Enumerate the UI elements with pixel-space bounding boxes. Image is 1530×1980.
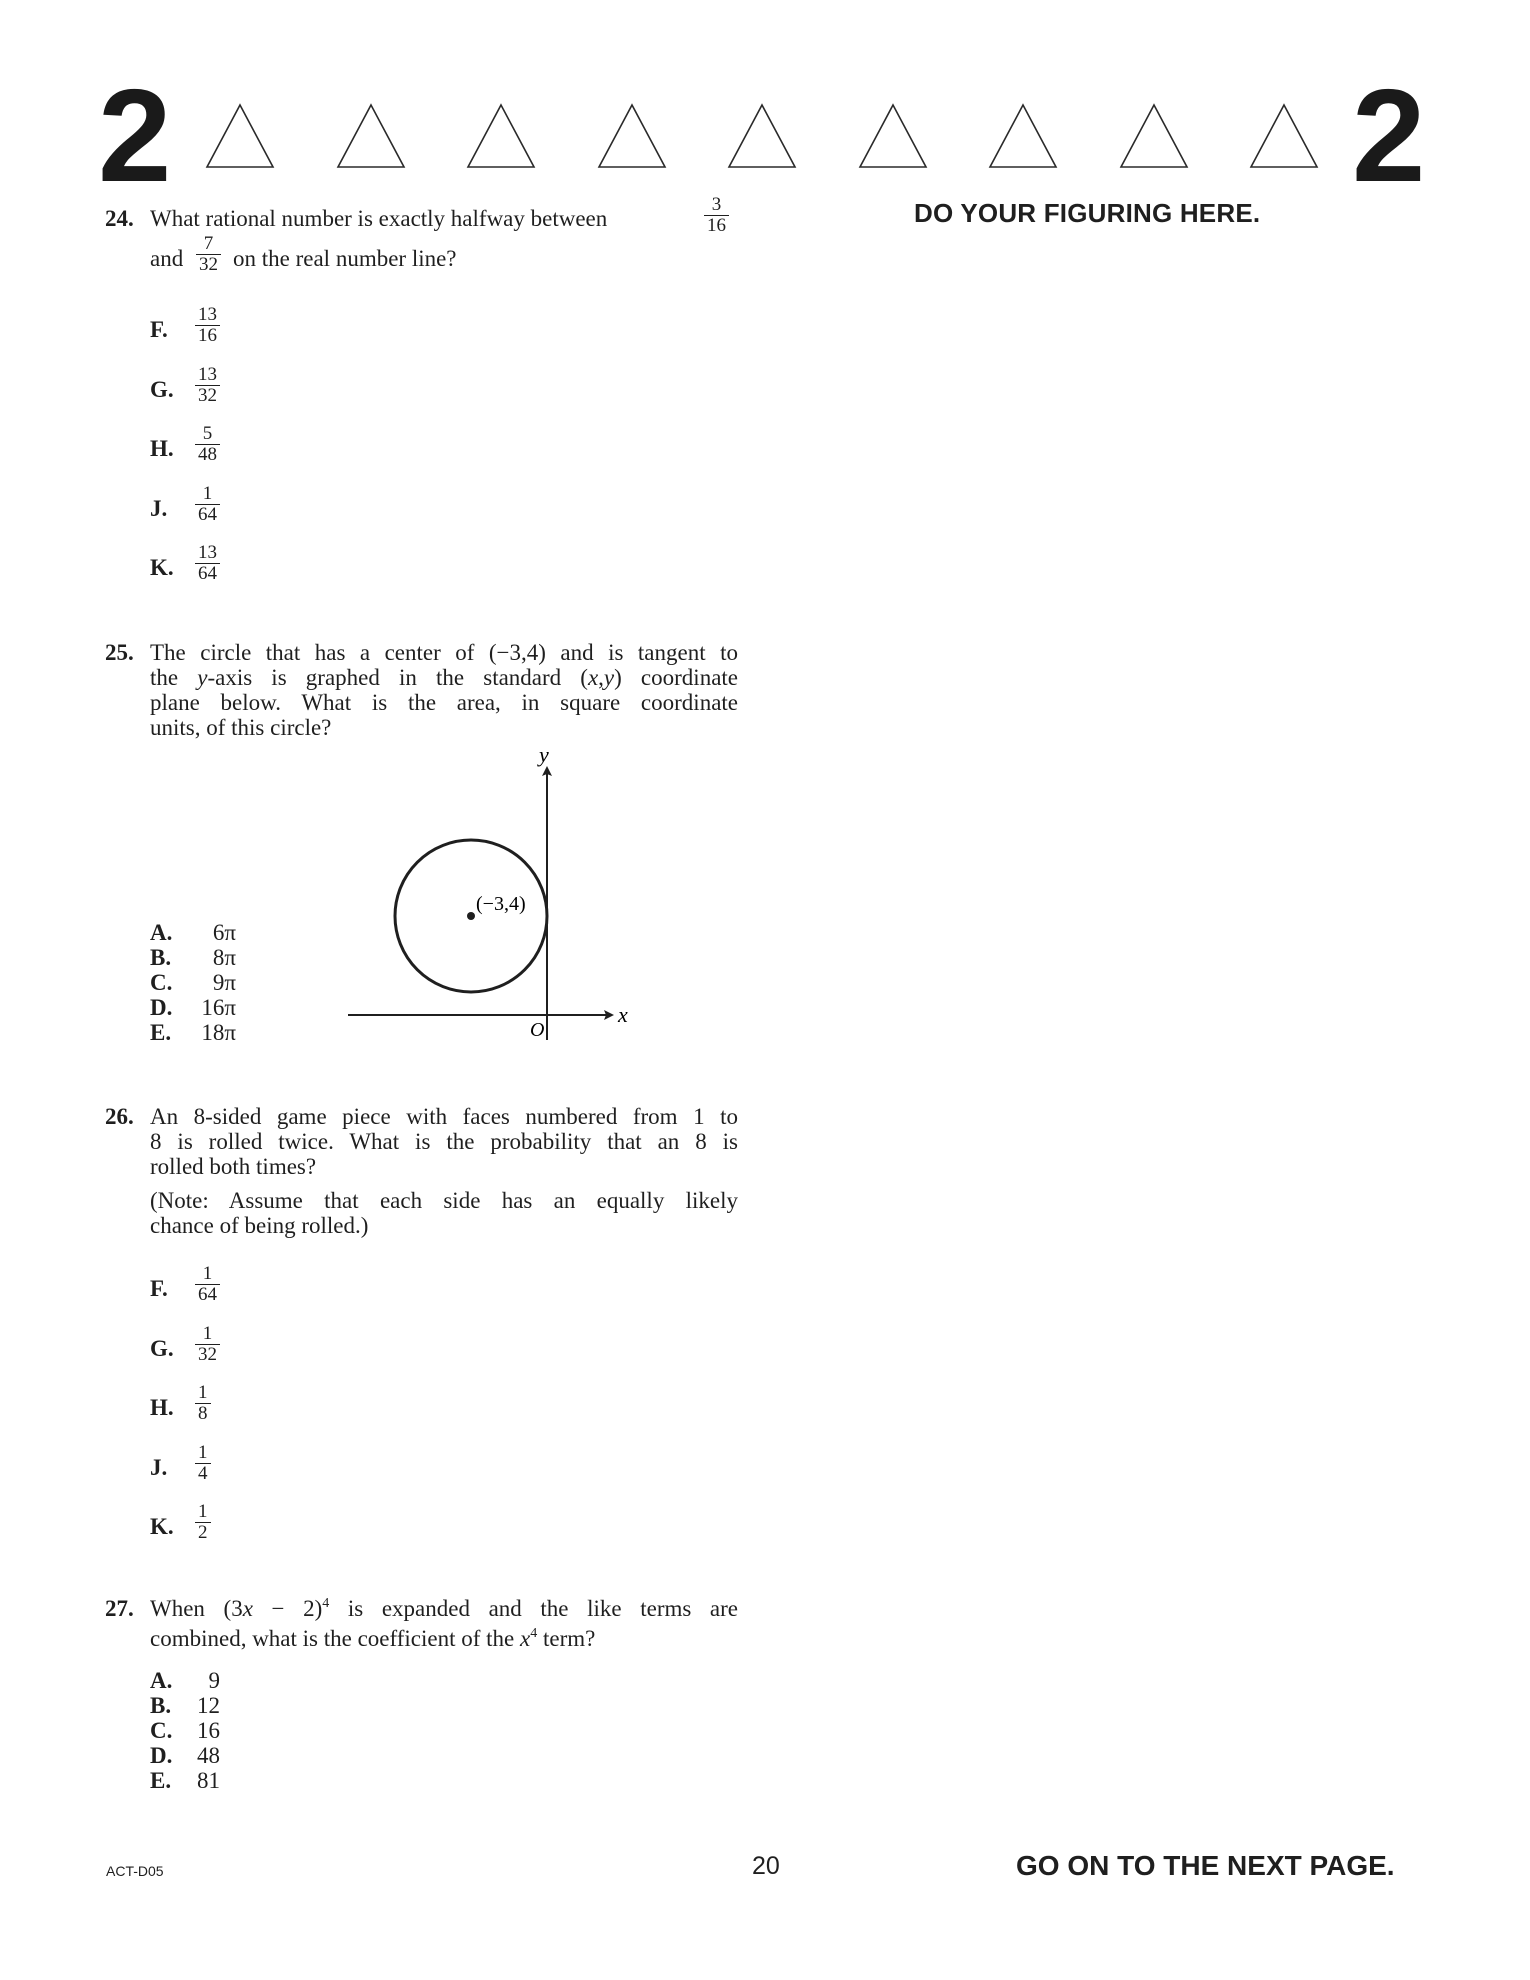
option-value: 8π bbox=[212, 945, 236, 970]
option-letter: J. bbox=[150, 495, 168, 521]
section-number-right: 2 bbox=[1352, 62, 1426, 209]
triangle-icon bbox=[597, 103, 667, 171]
denominator: 64 bbox=[198, 563, 217, 584]
center-point bbox=[467, 912, 475, 920]
option-letter: K. bbox=[150, 555, 174, 580]
question-number: 26. bbox=[105, 1104, 134, 1129]
text-segment: What rational number is exactly halfway between bbox=[150, 206, 608, 231]
denominator: 48 bbox=[198, 444, 217, 465]
footer-code: ACT-D05 bbox=[106, 1863, 164, 1879]
question-text bbox=[150, 206, 690, 231]
option-letter: H. bbox=[150, 1395, 174, 1420]
denominator: 16 bbox=[198, 325, 217, 346]
text-segment: on the real number line? bbox=[233, 246, 457, 271]
option-letter: A. bbox=[150, 1668, 173, 1693]
option-fraction bbox=[195, 365, 220, 406]
numerator: 1 bbox=[195, 1443, 211, 1464]
denominator: 2 bbox=[198, 1522, 208, 1543]
triangle-icon bbox=[466, 103, 536, 171]
denominator: 32 bbox=[199, 254, 218, 275]
option-value: 9 bbox=[208, 1668, 220, 1693]
text-line: The circle that has a center of (−3,4) and is tangent to bbox=[150, 640, 738, 665]
text-segment: combined, what is the coefficient of the bbox=[150, 1626, 521, 1651]
section-number-left: 2 bbox=[98, 62, 172, 209]
text-line: (Note: Assume that each side has an equally likely bbox=[150, 1188, 738, 1213]
option-letter: E. bbox=[150, 1768, 172, 1793]
option-fraction bbox=[195, 1264, 220, 1305]
option-letter: H. bbox=[150, 436, 174, 461]
variable: x bbox=[242, 1596, 253, 1621]
option-letter: C. bbox=[150, 970, 173, 995]
numerator: 1 bbox=[195, 1264, 220, 1285]
variable: y bbox=[603, 665, 615, 690]
option-value: 48 bbox=[197, 1743, 220, 1768]
variable: y bbox=[197, 665, 208, 690]
option-letter: B. bbox=[150, 945, 172, 970]
denominator: 16 bbox=[707, 215, 726, 236]
exponent: 4 bbox=[322, 1596, 330, 1611]
origin-label: O bbox=[530, 1019, 545, 1041]
triangle-icon bbox=[1249, 103, 1319, 171]
option-letter: F. bbox=[150, 1276, 168, 1301]
y-axis-label: y bbox=[539, 742, 549, 767]
text-line bbox=[150, 1626, 738, 1651]
numerator: 1 bbox=[195, 484, 220, 505]
variable: x bbox=[587, 665, 599, 690]
text-line bbox=[150, 1596, 738, 1621]
denominator: 8 bbox=[198, 1403, 208, 1424]
option-letter: J. bbox=[150, 1454, 168, 1480]
triangle-icon bbox=[1119, 103, 1189, 171]
denominator: 64 bbox=[198, 1284, 217, 1305]
option-letter: D. bbox=[150, 995, 173, 1020]
question-number: 25. bbox=[105, 640, 134, 665]
option-fraction bbox=[195, 543, 220, 584]
question-number: 24. bbox=[105, 206, 134, 231]
denominator: 64 bbox=[198, 503, 217, 525]
text-line: chance of being rolled.) bbox=[150, 1213, 369, 1238]
option-value: 81 bbox=[197, 1768, 220, 1793]
text-line bbox=[150, 665, 738, 690]
fraction bbox=[704, 195, 729, 236]
option-fraction bbox=[195, 484, 220, 525]
triangle-icon bbox=[727, 103, 797, 171]
triangle-row bbox=[205, 103, 1335, 173]
denominator: 32 bbox=[198, 1343, 217, 1365]
numerator: 5 bbox=[195, 424, 220, 445]
option-fraction bbox=[195, 1502, 211, 1543]
fraction bbox=[196, 234, 221, 275]
numerator: 1 bbox=[195, 1502, 211, 1523]
option-fraction bbox=[195, 424, 220, 465]
option-fraction bbox=[195, 1324, 220, 1365]
text-segment: When (3 bbox=[150, 1596, 243, 1621]
option-letter: A. bbox=[150, 920, 173, 945]
question-number: 27. bbox=[105, 1596, 134, 1621]
option-value: 18π bbox=[201, 1020, 236, 1045]
text-segment: and bbox=[150, 246, 184, 271]
numerator: 7 bbox=[196, 234, 221, 255]
option-letter: K. bbox=[150, 1514, 174, 1539]
option-letter: G. bbox=[150, 376, 174, 402]
text-line: rolled both times? bbox=[150, 1154, 317, 1179]
option-value: 9π bbox=[212, 970, 236, 995]
triangle-icon bbox=[205, 103, 275, 171]
option-letter: G. bbox=[150, 1335, 174, 1361]
text-line: units, of this circle? bbox=[150, 715, 332, 740]
text-line: 8 is rolled twice. What is the probability that an 8 is bbox=[150, 1129, 738, 1154]
text-segment: the bbox=[150, 665, 179, 690]
option-value: 12 bbox=[197, 1693, 220, 1718]
x-axis-label: x bbox=[618, 1002, 628, 1027]
option-value: 6π bbox=[212, 920, 236, 945]
option-letter: D. bbox=[150, 1743, 173, 1768]
numerator: 3 bbox=[704, 195, 729, 216]
numerator: 1 bbox=[195, 1324, 220, 1345]
numerator: 13 bbox=[195, 543, 220, 564]
numerator: 13 bbox=[195, 305, 220, 326]
center-label: (−3,4) bbox=[476, 893, 526, 915]
question-text bbox=[150, 640, 738, 740]
next-page-label: GO ON TO THE NEXT PAGE. bbox=[1016, 1850, 1395, 1881]
text-line: An 8-sided game piece with faces numbered from 1 to bbox=[150, 1104, 738, 1129]
text-segment: − 2) bbox=[252, 1596, 323, 1621]
exponent: 4 bbox=[530, 1626, 538, 1641]
page-number: 20 bbox=[752, 1852, 780, 1880]
option-fraction bbox=[195, 305, 220, 346]
option-letter: B. bbox=[150, 1693, 172, 1718]
option-letter: C. bbox=[150, 1718, 173, 1743]
question-text bbox=[150, 1596, 738, 1651]
circle-graph bbox=[330, 740, 660, 1050]
text-segment: -axis is graphed in the standard ( bbox=[207, 665, 588, 690]
triangle-icon bbox=[858, 103, 928, 171]
question-note bbox=[150, 1188, 738, 1238]
option-value: 16 bbox=[197, 1718, 220, 1743]
denominator: 32 bbox=[198, 384, 217, 406]
option-letter: F. bbox=[150, 317, 168, 342]
denominator: 4 bbox=[198, 1462, 208, 1484]
text-segment: term? bbox=[537, 1626, 596, 1651]
text-line: plane below. What is the area, in square coordinate bbox=[150, 690, 738, 715]
option-fraction bbox=[195, 1443, 211, 1484]
text-segment: , bbox=[598, 665, 604, 690]
numerator: 1 bbox=[195, 1383, 211, 1404]
text-segment: is expanded and the like terms are bbox=[329, 1596, 739, 1621]
triangle-icon bbox=[336, 103, 406, 171]
numerator: 13 bbox=[195, 365, 220, 386]
option-fraction bbox=[195, 1383, 211, 1424]
option-letter: E. bbox=[150, 1020, 172, 1045]
text-segment: ) coordinate bbox=[614, 665, 738, 690]
variable: x bbox=[520, 1626, 531, 1651]
question-text bbox=[150, 1104, 738, 1179]
figuring-label: DO YOUR FIGURING HERE. bbox=[914, 198, 1261, 228]
triangle-icon bbox=[988, 103, 1058, 171]
option-value: 16π bbox=[201, 995, 236, 1020]
